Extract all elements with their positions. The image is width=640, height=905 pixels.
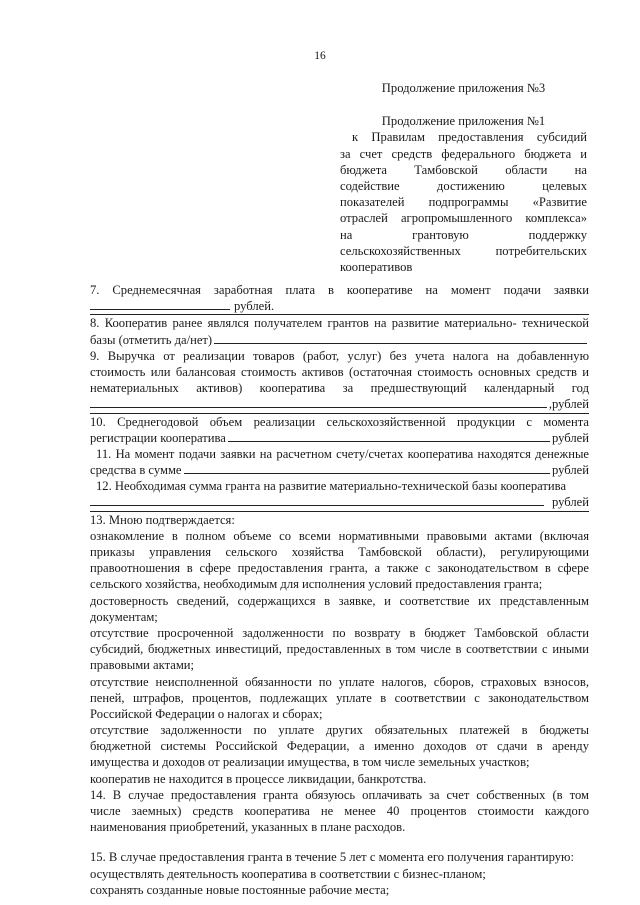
item-11-unit: рублей [552,463,589,478]
item-8-label: базы (отметить да/нет) [90,332,213,347]
item-10-unit: рублей [552,430,589,445]
confirm-line: приказы управления сельского хозяйства Тамбовской области), регулирующими [90,545,589,559]
item-12-grant-amount-field[interactable] [90,494,544,506]
item-14-line: числе заемных) средств кооператива не менее 40 процентов стоимости каждого [90,804,589,818]
confirm-line: субсидий, бюджетных инвестиций, предоставленных в том числе в соответствии с иными [90,642,589,657]
header-line: отраслей агропромышленного комплекса» [340,211,587,226]
item-7-text: 7. Среднемесячная заработная плата в кооперативе на момент подачи заявки [90,283,589,297]
page-number: 16 [314,50,326,62]
application-form-body [90,282,589,898]
appendix-header [340,80,587,275]
item-15-line: осуществлять деятельность кооператива в соответствии с бизнес-планом; [90,866,486,881]
confirm-line: бюджетной системы Российской Федерации, а именно доходов от сдачи в аренду [90,739,589,754]
confirm-line: сельского хозяйства, необходимым для исполнения условий предоставления гранта; [90,577,543,592]
header-line: сельскохозяйственных потребительских [340,243,587,258]
confirm-line: пеней, штрафов, процентов, подлежащих уплате в соответствии с законодательством [90,690,589,705]
header-line: к Правилам предоставления субсидий [352,130,587,145]
item-15-line: сохранять созданные новые постоянные рабочие места; [90,882,390,897]
confirm-line: отсутствие задолженности по уплате других обязательных платежей в бюджеты [90,723,589,738]
item-9-unit: ,рублей [548,397,589,412]
confirm-line: ознакомление в полном объеме со всеми нормативными правовыми актами (включая [90,528,589,543]
header-line: содействие достижению целевых [340,179,587,194]
item-8-fill-row [90,332,589,348]
item-14-line: наименования приобретений, указанных в плане расходов. [90,820,406,835]
item-7-salary-field[interactable] [90,298,230,310]
confirm-line: документам; [90,609,158,624]
item-11-fill-row [90,462,589,478]
header-line: на грантовую поддержку [340,227,587,242]
item-10-fill-row [90,430,589,446]
confirm-line: Российской Федерации о налогах и сборах; [90,706,323,721]
item-7-unit: рублей. [234,299,275,314]
item-15-line: 15. В случае предоставления гранта в течение 5 лет с момента его получения гарантирую: [90,850,574,865]
item-12-fill-row [90,494,589,510]
item-12-text: 12. Необходимая сумма гранта на развитие материально-технической базы кооператива [96,479,567,494]
item-7-fill-row [90,298,589,314]
item-11-label: средства в сумме [90,463,182,478]
confirm-line: правовыми актами; [90,658,195,673]
item-14-line: 14. В случае предоставления гранта обязуюсь оплачивать за счет собственных (в том [90,787,589,802]
confirm-line: кооператив не находится в процессе ликвидации, банкротства. [90,771,427,786]
item-9-revenue-field[interactable] [90,396,547,408]
confirm-line: отсутствие просроченной задолженности по возврату в бюджет Тамбовской области [90,625,589,640]
item-11-text: 11. На момент подачи заявки на расчетном счету/счетах кооператива находятся денежные [96,446,589,461]
header-line: за счет средств федерального бюджета и [340,146,587,161]
confirm-line: достоверность сведений, содержащихся в заявке, и соответствие их представленным [90,593,589,608]
item-11-funds-field[interactable] [184,462,551,474]
header-line: кооперативов [340,260,413,275]
header-line: бюджета Тамбовской области на [340,162,587,177]
item-13-title: 13. Мною подтверждается: [90,512,235,527]
appendix-1-continuation: Продолжение приложения №1 [381,114,546,129]
item-10-volume-field[interactable] [228,430,550,442]
item-8-yes-no-field[interactable] [214,332,587,344]
item-10-text: 10. Среднегодовой объем реализации сельскохозяйственной продукции с момента [90,414,589,429]
item-9-fill-row [90,396,589,412]
confirm-line: правоотношения в сфере предоставления гранта, а также с законодательством в сфере [90,561,589,576]
item-12-unit: рублей [552,495,589,510]
confirm-line: отсутствие неисполненной обязанности по уплате налогов, сборов, страховых взносов, [90,674,589,689]
confirm-line: имущества и доходов от реализации имущества, в том числе земельных участков; [90,755,530,770]
appendix-3-continuation: Продолжение приложения №3 [381,81,546,95]
item-9-text: 9. Выручка от реализации товаров (работ, услуг) без учета налога на добавленную [90,348,589,363]
item-10-label: регистрации кооператива [90,430,226,445]
item-9-text: нематериальных активов) кооператива за предшествующий календарный год [90,381,589,396]
item-8-text: 8. Кооператив ранее являлся получателем грантов на развитие материально- технической [90,316,589,331]
item-9-text: стоимость или балансовая стоимость активов (остаточная стоимость основных средств и [90,364,589,379]
header-line: показателей подпрограммы «Развитие [340,195,587,210]
